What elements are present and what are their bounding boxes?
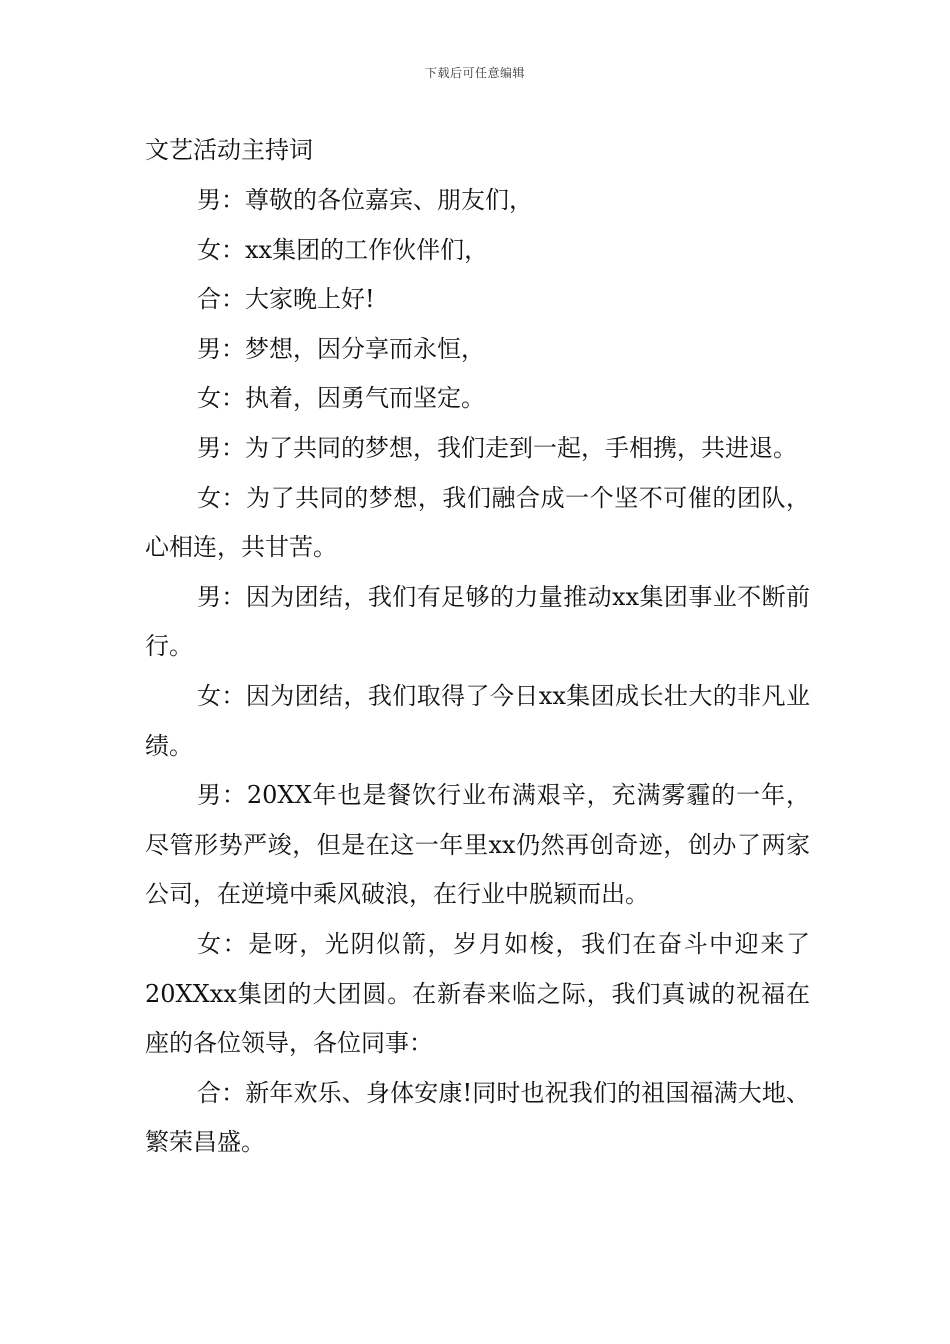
paragraph: 男：为了共同的梦想，我们走到一起，手相携，共进退。: [197, 433, 797, 462]
paragraph: 男：梦想，因分享而永恒，: [197, 334, 485, 363]
document-body: [145, 176, 810, 1168]
paragraph: 男：尊敬的各位嘉宾、朋友们，: [197, 186, 533, 214]
paragraph: 男：20XX年也是餐饮行业布满艰辛，充满雾霾的一年，尽管形势严竣，但是在这一年里xx仍然再创奇迹，创办了两家公司，在逆境中乘风破浪，在行业中脱颖而出。: [145, 781, 810, 909]
paragraph: 合：大家晚上好!: [197, 285, 375, 314]
paragraph: 男：因为团结，我们有足够的力量推动xx集团事业不断前行。: [145, 582, 810, 661]
header-note: 下载后可任意编辑: [424, 66, 525, 80]
paragraph: 女：为了共同的梦想，我们融合成一个坚不可催的团队，心相连，共甘苦。: [145, 483, 810, 562]
paragraph: 女：是呀，光阴似箭，岁月如梭，我们在奋斗中迎来了20XXxx集团的大团圆。在新春来临之际，我们真诚的祝福在座的各位领导，各位同事：: [145, 929, 810, 1058]
paragraph: 女：xx集团的工作伙伴们，: [197, 235, 489, 264]
document-title: 文艺活动主持词: [145, 136, 313, 164]
paragraph: 女：执着，因勇气而坚定。: [197, 384, 485, 413]
paragraph: 女：因为团结，我们取得了今日xx集团成长壮大的非凡业绩。: [145, 681, 810, 760]
paragraph: 合：新年欢乐、身体安康!同时也祝我们的祖国福满大地、繁荣昌盛。: [145, 1078, 810, 1157]
